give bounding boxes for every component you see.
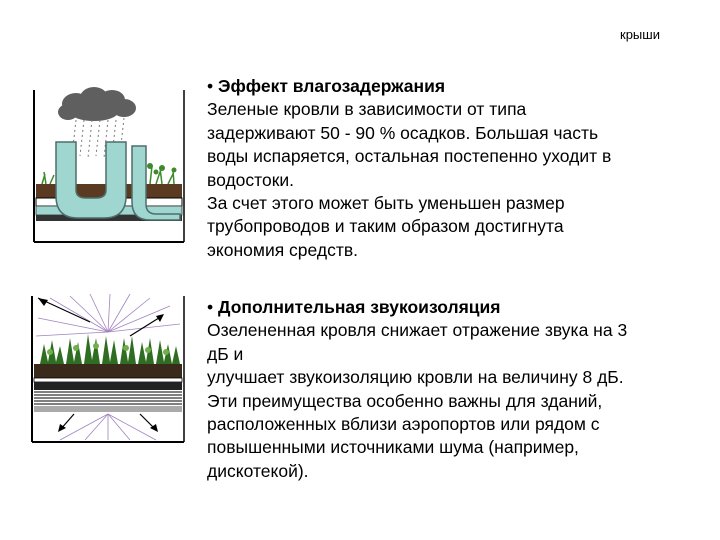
- bullet: •: [207, 297, 214, 317]
- paragraph-line: Зеленые кровли в зависимости от типа: [207, 99, 527, 120]
- paragraph-line: За счет этого может быть уменьшен размер: [207, 193, 565, 214]
- paragraph-line: повышенными источниками шума (например,: [207, 437, 579, 458]
- paragraph-line: улучшает звукоизоляцию кровли на величину 8 дБ.: [207, 367, 624, 388]
- paragraph-line: водостоки.: [207, 169, 294, 190]
- heading-text: Дополнительная звукоизоляция: [218, 297, 501, 317]
- section-heading: [207, 296, 702, 319]
- paragraph-line: дБ и: [207, 343, 244, 364]
- section-heading: [207, 75, 702, 98]
- paragraph-line: трубопроводов и таким образом достигнута: [207, 216, 564, 237]
- heading-text: Эффект влагозадержания: [218, 76, 446, 96]
- paragraph-line: задерживают 50 - 90 % осадков. Большая часть: [207, 122, 599, 143]
- paragraph-line: Эти преимущества особенно важны для зданий,: [207, 390, 603, 411]
- paragraph-line: расположенных вблизи аэропортов или рядом с: [207, 414, 600, 435]
- sound-insulation-section: [207, 296, 702, 483]
- paragraph-line: воды испаряется, остальная постепенно уходит в: [207, 146, 612, 167]
- paragraph-line: дискотекой).: [207, 460, 309, 481]
- water-retention-section: [207, 75, 702, 262]
- header-title: крыши: [620, 27, 660, 42]
- bullet: •: [207, 76, 214, 96]
- sound-insulation-illustration-icon: [30, 292, 188, 444]
- water-retention-illustration-icon: [32, 86, 186, 244]
- paragraph-line: экономия средств.: [207, 239, 359, 260]
- paragraph-line: Озелененная кровля снижает отражение звука на 3: [207, 320, 628, 341]
